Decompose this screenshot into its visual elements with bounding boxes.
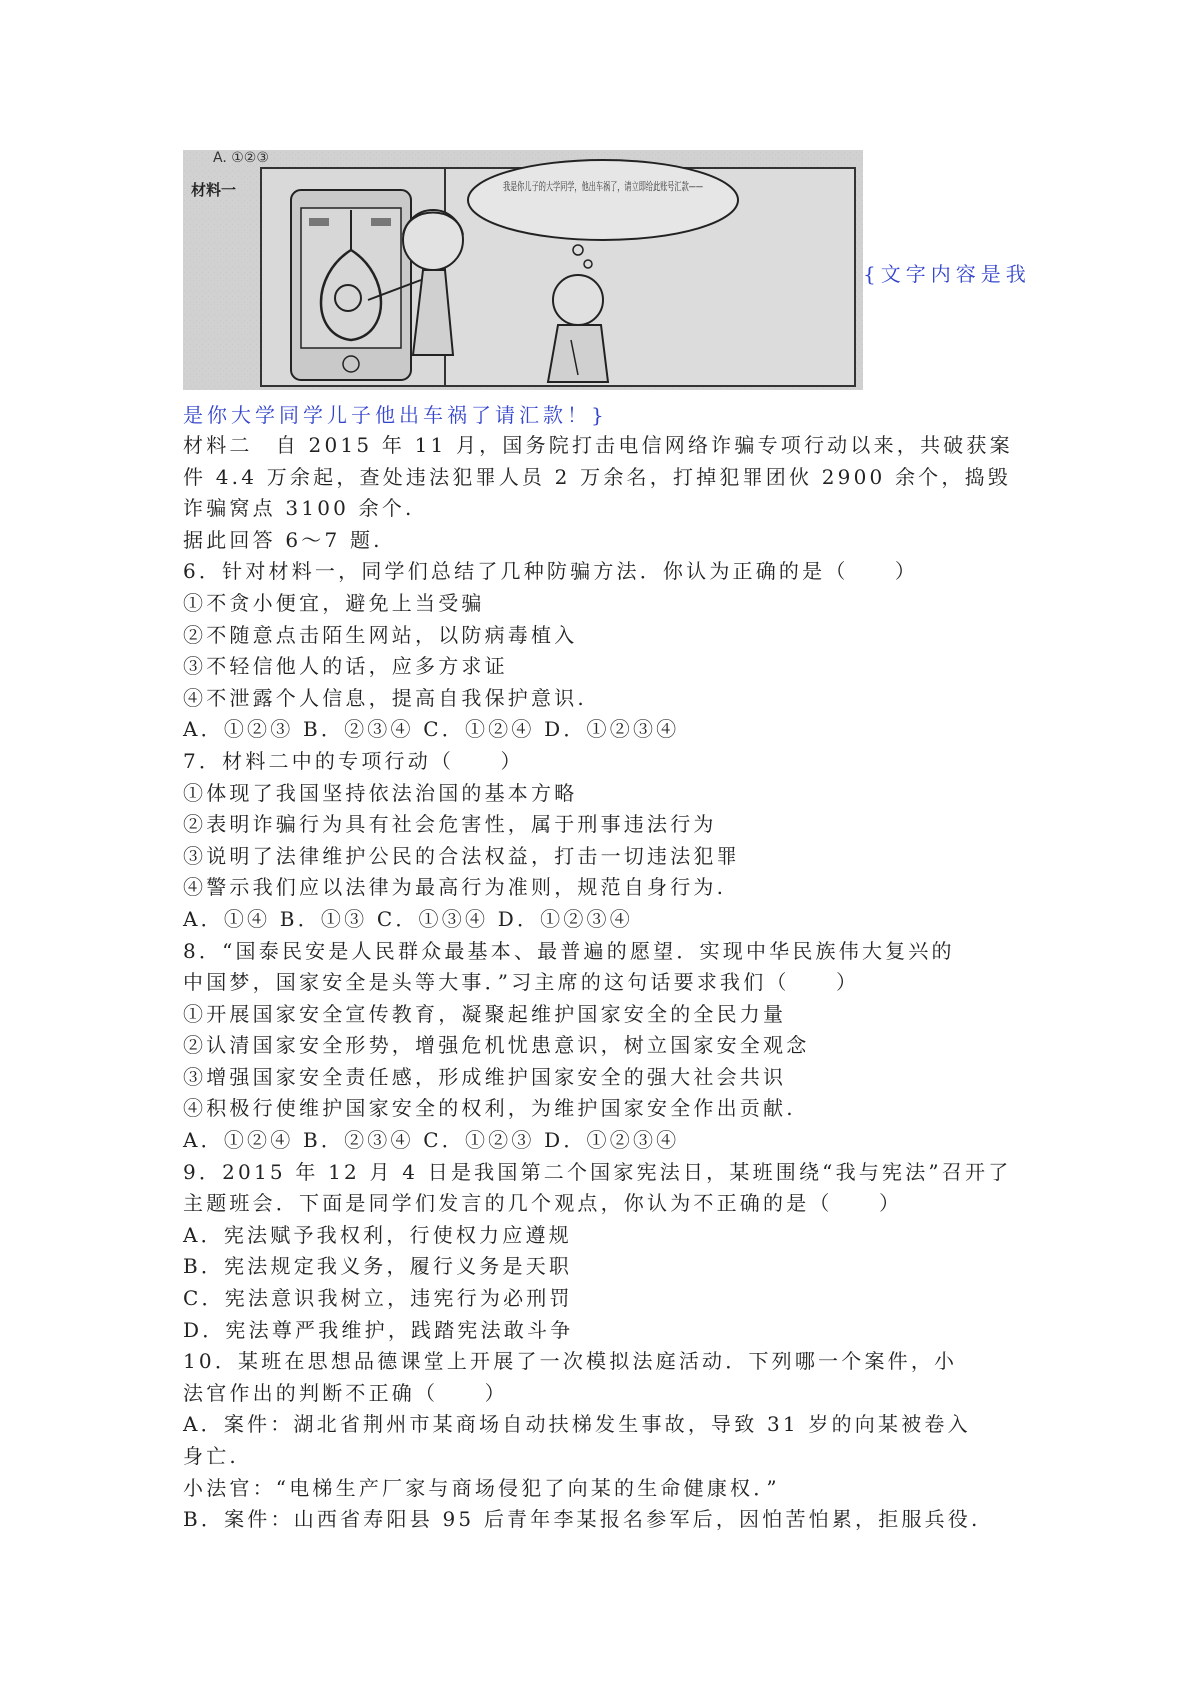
text-line: B．宪法规定我义务，履行义务是天职 — [183, 1254, 573, 1279]
material-one-row — [183, 150, 1031, 390]
text-line: 件 4.4 万余起，查处违法犯罪人员 2 万余名，打掉犯罪团伙 2900 余个，捣毁 — [183, 464, 1011, 489]
text-line: 7．材料二中的专项行动（ ） — [183, 748, 524, 773]
text-line: ①体现了我国坚持依法治国的基本方略 — [183, 780, 578, 805]
text-line: D．宪法尊严我维护，践踏宪法敢斗争 — [183, 1317, 574, 1342]
text-line: ④积极行使维护国家安全的权利，为维护国家安全作出贡献. — [183, 1096, 796, 1121]
text-line: ④警示我们应以法律为最高行为准则，规范自身行为. — [183, 875, 727, 900]
comic-label-material: 材料一 — [191, 181, 237, 199]
comic-bubble-text: 我是你儿子的大学同学，他出车祸了，请立即给此账号汇款—— — [503, 180, 811, 193]
text-line: ①开展国家安全宣传教育，凝聚起维护国家安全的全民力量 — [183, 1001, 787, 1026]
text-line: A．案件：湖北省荆州市某商场自动扶梯发生事故，导致 31 岁的向某被卷入 — [183, 1412, 971, 1437]
text-line: 据此回答 6～7 题. — [183, 527, 383, 552]
text-line: 身亡. — [183, 1444, 239, 1468]
text-line: A．①④ B．①③ C．①③④ D．①②③④ — [183, 906, 633, 931]
text-line: 材料二 自 2015 年 11 月，国务院打击电信网络诈骗专项行动以来，共破获案 — [183, 433, 1013, 457]
text-line: C．宪法意识我树立，违宪行为必刑罚 — [183, 1286, 573, 1311]
text-line: ③增强国家安全责任感，形成维护国家安全的强大社会共识 — [183, 1064, 787, 1089]
text-line: A．①②④ B．②③④ C．①②③ D．①②③④ — [183, 1128, 680, 1153]
caption-part2: 是你大学同学儿子他出车祸了请汇款！} — [183, 403, 608, 427]
text-line: 诈骗窝点 3100 余个. — [183, 496, 415, 521]
text-line: 8．“国泰民安是人民群众最基本、最普遍的愿望．实现中华民族伟大复兴的 — [183, 938, 955, 963]
text-line: 9．2015 年 12 月 4 日是我国第二个国家宪法日，某班围绕“我与宪法”召开了 — [183, 1159, 1012, 1184]
text-line: ①不贪小便宜，避免上当受骗 — [183, 590, 485, 615]
text-line: 中国梦，国家安全是头等大事．”习主席的这句话要求我们（ ） — [183, 970, 860, 995]
text-line: ②不随意点击陌生网站，以防病毒植入 — [183, 622, 578, 647]
text-line: 6．针对材料一，同学们总结了几种防骗方法．你认为正确的是（ ） — [183, 559, 919, 584]
text-line: 10．某班在思想品德课堂上开展了一次模拟法庭活动．下列哪一个案件，小 — [183, 1349, 958, 1374]
text-line: B．案件：山西省寿阳县 95 后青年李某报名参军后，因怕苦怕累，拒服兵役. — [183, 1507, 981, 1532]
question-text — [183, 430, 1023, 1536]
text-line: A．宪法赋予我权利，行使权力应遵规 — [183, 1222, 572, 1247]
text-line: A．①②③ B．②③④ C．①②④ D．①②③④ — [183, 717, 680, 742]
comic-image — [183, 150, 863, 390]
text-line: ④不泄露个人信息，提高自我保护意识. — [183, 685, 587, 710]
document-page — [183, 150, 1031, 1536]
text-line: ②认清国家安全形势，增强危机忧患意识，树立国家安全观念 — [183, 1033, 810, 1058]
text-line: ③说明了法律维护公民的合法权益，打击一切违法犯罪 — [183, 843, 740, 868]
text-line: ②表明诈骗行为具有社会危害性，属于刑事违法行为 — [183, 812, 717, 837]
text-line: 主题班会．下面是同学们发言的几个观点，你认为不正确的是（ ） — [183, 1191, 903, 1216]
comic-label-top: A. ①②③ — [213, 150, 269, 166]
caption-part1: {文字内容是我 — [863, 262, 1031, 286]
text-line: 法官作出的判断不正确（ ） — [183, 1380, 508, 1405]
text-line: 小法官：“电梯生产厂家与商场侵犯了向某的生命健康权．” — [183, 1475, 780, 1500]
text-line: ③不轻信他人的话，应多方求证 — [183, 654, 508, 679]
